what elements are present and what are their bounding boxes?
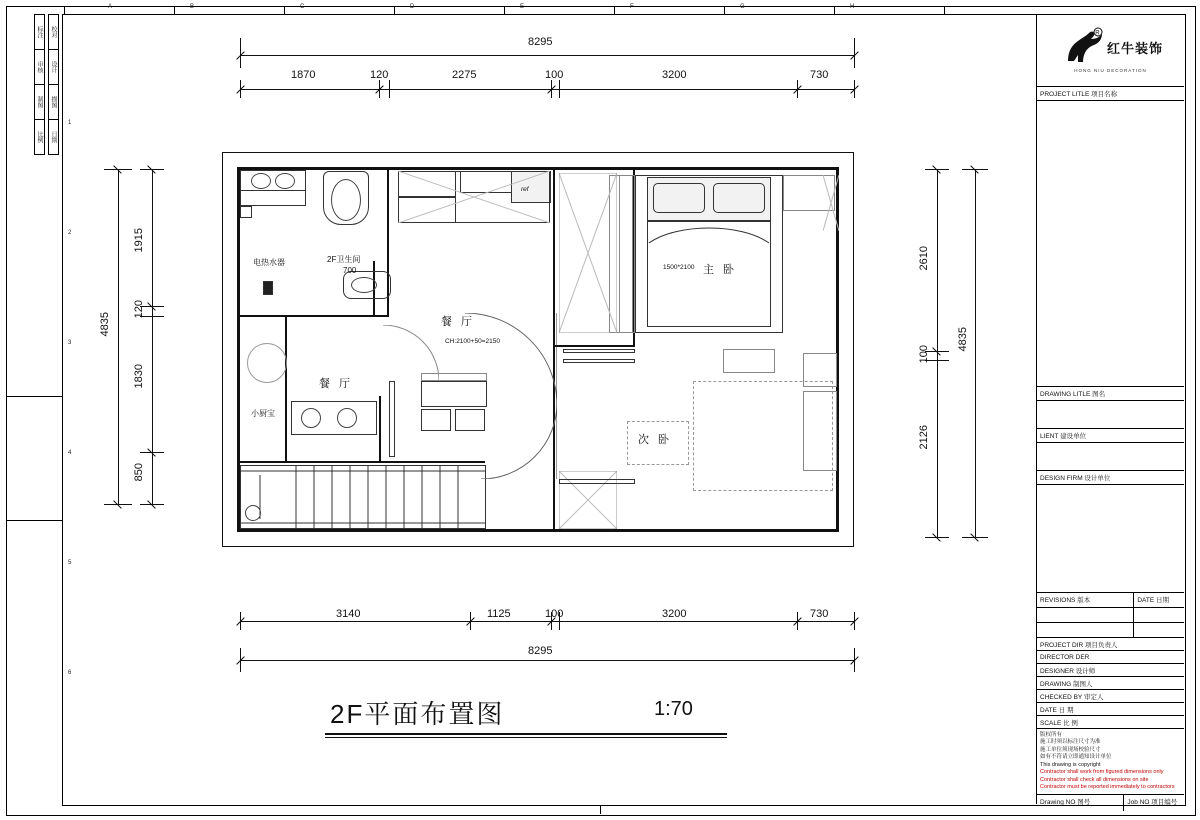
wardrobe-inner — [619, 175, 633, 333]
room-label-second: 次 卧 — [638, 434, 673, 446]
dining-chair-1 — [421, 409, 451, 431]
dim-top-total-value: 8295 — [528, 36, 553, 48]
margin-tag: 描图 — [48, 85, 59, 120]
wall-top — [237, 167, 839, 170]
room-label-master: 主 卧 — [703, 264, 738, 276]
dim-bottom-4: 3200 — [662, 608, 687, 620]
dim-left-total-value: 4835 — [99, 312, 111, 337]
dim-right-total-value: 4835 — [957, 327, 969, 352]
tb-job-no: Job NO 项目编号 — [1127, 799, 1178, 807]
dim-left-4: 850 — [133, 463, 145, 482]
logo-brand-cn: 红牛装饰 — [1106, 40, 1163, 56]
partition-vertical — [389, 381, 395, 457]
dim-top-2: 120 — [370, 69, 389, 81]
door-swing-bedroom2 — [481, 403, 557, 479]
closet-second-upper — [803, 353, 837, 387]
wall-interior-v7 — [379, 396, 381, 461]
drawing-sheet: A B C D E F G H 1 2 3 4 5 6 标注 审核 制图 比例 校对 设计 描图 日期 R 红牛装饰 HONG NIU DECORATION PROJECT LITLE 项目名称 DRAWING LITLE 图名 LIENT 建设单位 DESIGN FIRM 设计单位 REVISIONS 版本 DATE 日期 PROJECT DIR 项目负责人 DIRECTOR DER DESIGNER 设计师 DRAWING 制图人 CHECKED BY 审定人 DATE 日 期 SCALE 比 例 版权所有 施工时须以标注尺寸为准 施工单位须现场校验尺寸 如有不符请立即通知设计单位 This drawing is copyright Contractor shall work from figured dimensions only Contractor shall check all dimensions on site Contractor must be reported immediately to contractors Drawing NO 图号 Job NO 项目编号 8295 1870 120 2275 100 3200 730 4835 1915 120 1830 850 2610 100 2126 4835 3140 1125 100 3200 730 8295 主 卧 次 卧 餐 厅 餐 厅 电热水器 2F卫生间 700 小厨宝 ref 1500*2100 CH:2100+50=2150 2F平面布置图 1:70 — [0, 0, 1200, 820]
closet-second — [803, 391, 837, 471]
copyright-line: This drawing is copyright — [1040, 761, 1101, 768]
wall-interior-v5 — [285, 315, 287, 463]
stove-burner-icon-2 — [337, 408, 357, 428]
wall-bottom — [237, 529, 839, 532]
margin-tag: 校对 — [48, 14, 59, 50]
duvet-fold — [647, 217, 771, 247]
wall-interior-h1 — [237, 315, 389, 317]
dim-right-1: 2610 — [918, 246, 930, 271]
margin-tag: 日期 — [48, 120, 59, 155]
copyright-line: Contractor shall check all dimensions on site — [1040, 776, 1149, 783]
copyright-line: Contractor must be reported immediately to contractors — [1040, 783, 1175, 790]
tb-client: LIENT 建设单位 — [1037, 429, 1184, 443]
sink-basin-icon-2 — [275, 173, 295, 189]
sliding-door-rail-3 — [559, 479, 635, 484]
margin-tag: 制图 — [34, 85, 45, 120]
room-label-dining: 餐 厅 — [441, 316, 476, 328]
stair-treads — [240, 465, 486, 529]
title-underline-2 — [325, 737, 727, 738]
dim-top-3: 2275 — [452, 69, 477, 81]
svg-text:R: R — [1095, 30, 1100, 37]
wall-interior-h3 — [555, 345, 635, 347]
annotation-water-heater: 电热水器 — [253, 258, 285, 267]
dim-top-4: 100 — [545, 69, 564, 81]
room-label-dining-2: 餐 厅 — [319, 378, 354, 390]
dim-top-6: 730 — [810, 69, 829, 81]
sink-basin-icon — [251, 173, 271, 189]
dim-bottom-2: 1125 — [487, 608, 511, 620]
tb-drawing-title-value — [1037, 401, 1184, 429]
tb-revision-row — [1037, 623, 1184, 638]
title-block — [1036, 14, 1184, 807]
desk-unit — [723, 349, 775, 373]
copyright-line: 施工时须以标注尺寸为准 — [1040, 739, 1101, 746]
dim-left-1: 1915 — [133, 228, 145, 253]
sliding-door-rail-1 — [563, 349, 635, 353]
pillow-1 — [653, 183, 705, 213]
dim-bottom-3: 100 — [545, 608, 564, 620]
annotation-small-heater: 小厨宝 — [251, 409, 275, 418]
tb-director: DIRECTOR DER — [1037, 651, 1184, 664]
annotation-ceiling-height: CH:2100+50=2150 — [445, 338, 500, 345]
copyright-line: Contractor shall work from figured dimensions only — [1040, 769, 1164, 776]
dim-bottom-1: 3140 — [336, 608, 361, 620]
tb-client-value — [1037, 443, 1184, 471]
dim-top-1: 1870 — [291, 69, 316, 81]
tb-drawing-title: DRAWING LITLE 图名 — [1037, 387, 1184, 401]
annotation-bathroom-width: 700 — [343, 266, 357, 275]
tb-project-dir: PROJECT DIR 项目负责人 — [1037, 638, 1184, 651]
tb-drawing-by: DRAWING 制图人 — [1037, 677, 1184, 690]
margin-tag: 审核 — [34, 50, 45, 85]
window-hatch-left — [559, 173, 617, 333]
tb-designer: DESIGNER 设计师 — [1037, 664, 1184, 677]
copyright-line: 如有不符请立即通知设计单位 — [1040, 754, 1112, 761]
tb-footer — [1037, 795, 1184, 811]
annotation-bed-size: 1500*2100 — [663, 264, 695, 271]
stair-newel-icon — [245, 505, 261, 521]
tb-design-firm: DESIGN FIRM 设计单位 — [1037, 471, 1184, 485]
wall-interior-h2 — [237, 461, 485, 463]
margin-tag: 设计 — [48, 50, 59, 85]
annotation-bathroom: 2F卫生间 — [327, 255, 361, 264]
tb-project-title-value — [1037, 101, 1184, 387]
annotation-ref: ref — [521, 186, 529, 193]
logo-brand-en: HONG NIU DECORATION — [1074, 68, 1147, 73]
door-swing-dining — [465, 313, 557, 405]
bull-icon — [1058, 27, 1104, 67]
dim-right-2: 100 — [918, 345, 930, 364]
tb-date: DATE 日 期 — [1037, 703, 1184, 716]
sliding-door-rail-2 — [563, 359, 635, 363]
dim-left-2: 120 — [133, 300, 145, 319]
dim-left-3: 1830 — [133, 364, 145, 389]
tb-date-label: DATE 日期 — [1137, 597, 1169, 604]
plan-title: 2F平面布置图 — [330, 699, 505, 729]
tb-revision-header — [1037, 593, 1184, 608]
tb-scale: SCALE 比 例 — [1037, 716, 1184, 729]
stove-burner-icon-1 — [301, 408, 321, 428]
dim-bottom-total-value: 8295 — [528, 645, 553, 657]
kitchen-hatch — [398, 171, 550, 223]
floor-plan — [222, 152, 854, 547]
margin-tag: 比例 — [34, 120, 45, 155]
tb-design-firm-value — [1037, 485, 1184, 593]
window-right-top — [823, 175, 839, 231]
tb-revision-row — [1037, 608, 1184, 623]
tb-checked-by: CHECKED BY 审定人 — [1037, 690, 1184, 703]
plan-scale: 1:70 — [654, 698, 693, 720]
small-water-heater-icon — [247, 343, 287, 383]
margin-tag-table-2 — [48, 14, 76, 155]
company-logo — [1037, 14, 1184, 87]
door-swing-bath — [383, 325, 439, 381]
copyright-line: 施工单位须现场校验尺寸 — [1040, 746, 1101, 753]
dim-top-5: 3200 — [662, 69, 687, 81]
tb-drawing-no: Drawing NO 图号 — [1037, 795, 1124, 811]
title-underline — [325, 733, 727, 735]
water-heater-icon — [263, 281, 273, 295]
dim-bottom-5: 730 — [810, 608, 829, 620]
margin-tag: 标注 — [34, 14, 45, 50]
toilet-bowl-icon — [331, 179, 361, 221]
tb-copyright-note — [1037, 729, 1184, 795]
lavatory-basin-icon — [351, 277, 377, 293]
bath-cabinet — [240, 190, 306, 206]
copyright-line: 版权所有 — [1040, 732, 1063, 738]
dim-right-3: 2126 — [918, 425, 930, 450]
tb-revisions-label: REVISIONS 版本 — [1037, 593, 1134, 607]
pillow-2 — [713, 183, 765, 213]
bath-fixture-small — [240, 206, 252, 218]
tb-project-title: PROJECT LITLE 项目名称 — [1037, 87, 1184, 101]
